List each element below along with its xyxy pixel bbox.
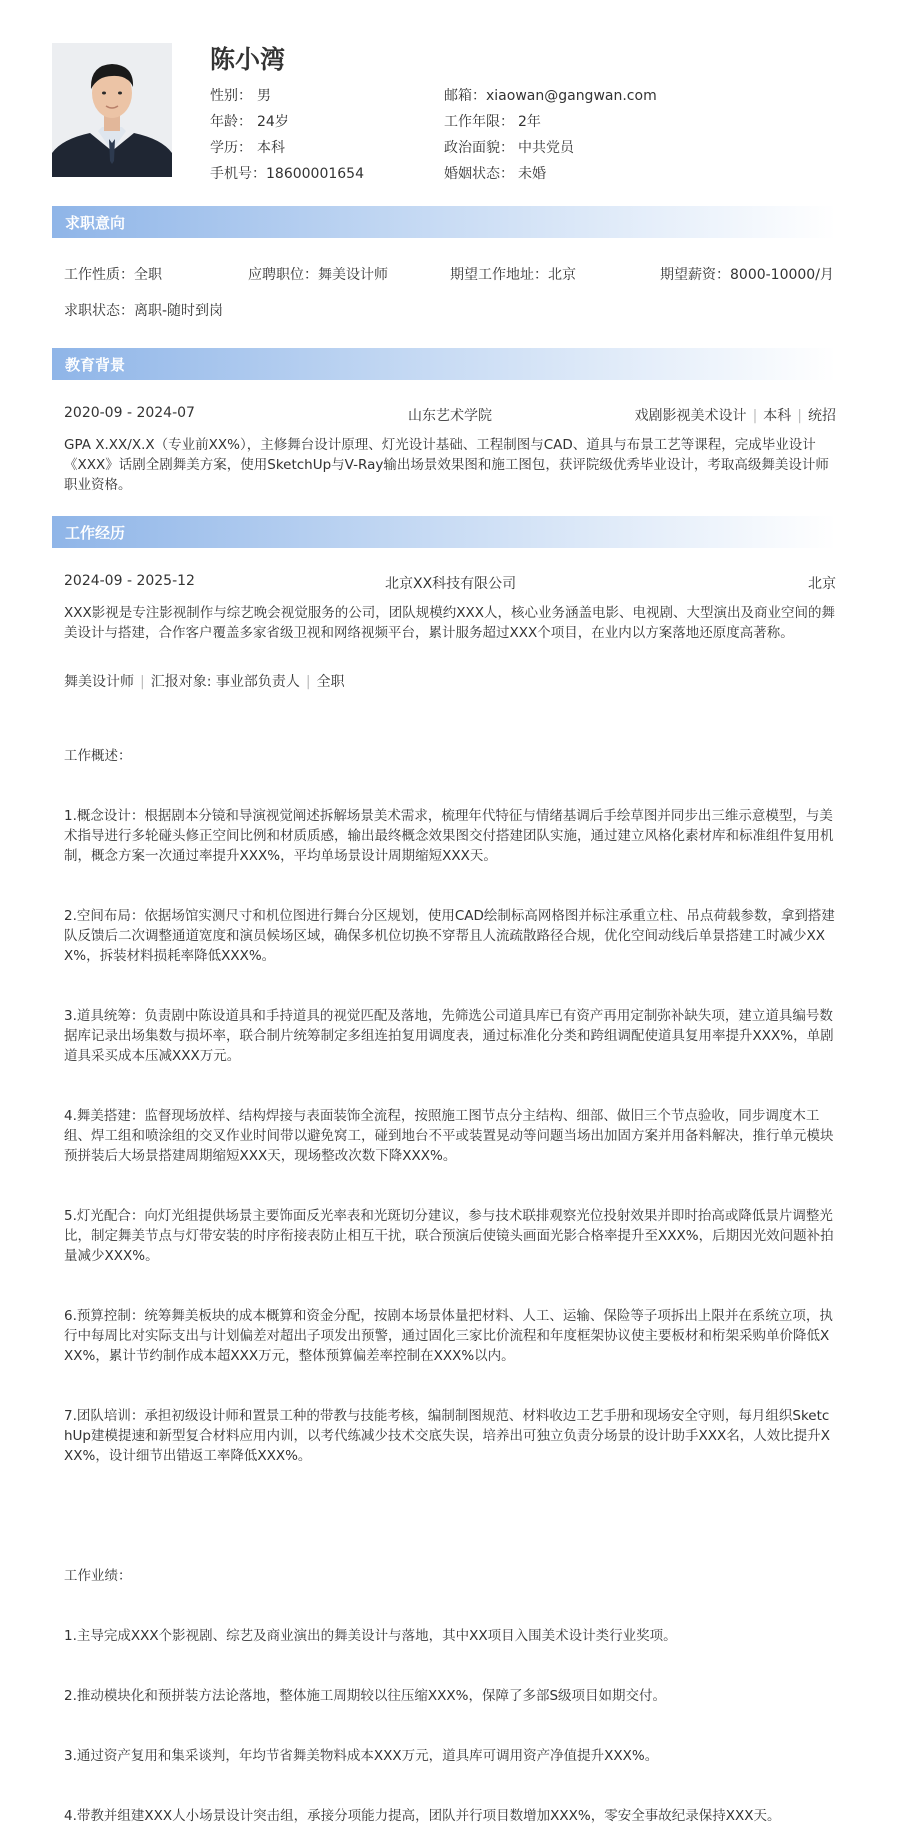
age-value: 24岁 xyxy=(257,114,289,130)
politics-label: 政治面貌： xyxy=(444,140,514,156)
politics-row xyxy=(444,137,574,157)
phone-row xyxy=(210,163,364,183)
education-level-row xyxy=(210,137,285,157)
intent-location-label: 期望工作地址： xyxy=(450,267,548,283)
intent-salary-value: 8000-10000/月 xyxy=(730,267,834,283)
intent-status-label: 求职状态： xyxy=(64,303,134,319)
work-overview-title: 工作概述： xyxy=(64,748,132,764)
achievement-item: 3.通过资产复用和集采谈判，年均节省舞美物料成本XXX万元，道具库可调用资产净值提升XXX%。 xyxy=(64,1748,659,1764)
marital-row xyxy=(444,163,546,183)
education-school: 山东艺术学院 xyxy=(408,408,492,424)
age-label: 年龄： xyxy=(210,114,252,130)
intent-position-value: 舞美设计师 xyxy=(318,267,388,283)
work-company: 北京XX科技有限公司 xyxy=(385,576,517,592)
section-header-work xyxy=(52,516,836,548)
overview-item: 4.舞美搭建：监督现场放样、结构焊接与表面装饰全流程，按照施工图节点分主结构、细部、做旧三个节点验收，同步调度木工组、焊工组和喷涂组的交叉作业时间带以避免窝工，碰到地台不平或装置晃动等问题当场出加固方案并用备料解决，推行单元模块预拼装后大场景搭建周期缩短XXX天，现场整改次数下降XXX%。 xyxy=(64,1108,834,1164)
work-role-line: 舞美设计师 | 汇报对象: 事业部负责人 | 全职 xyxy=(64,674,345,690)
work-years-value: 2年 xyxy=(518,114,541,130)
age-row xyxy=(210,111,289,131)
intent-type-label: 工作性质： xyxy=(64,267,134,283)
overview-item: 3.道具统筹：负责剧中陈设道具和手持道具的视觉匹配及落地，先筛选公司道具库已有资产再用定制弥补缺失项，建立道具编号数据库记录出场集数与损坏率，联合制片统筹制定多组连拍复用调度表，通过标准化分类和跨组调配使道具复用率提升XXX%，单剧道具采买成本压减XXX万元。 xyxy=(64,1008,834,1064)
overview-item: 2.空间布局：依据场馆实测尺寸和机位图进行舞台分区规划，使用CAD绘制标高网格图并标注承重立柱、吊点荷载参数，拿到搭建队反馈后二次调整通道宽度和演员候场区域，确保多机位切换不穿帮且人流疏散路径合规，优化空间动线后单景搭建工时减少XXX%，拆装材料损耗率降低XXX%。 xyxy=(64,908,835,964)
education-major-line: 戏剧影视美术设计 | 本科 | 统招 xyxy=(634,408,836,424)
education-level-value: 本科 xyxy=(257,140,285,156)
work-employment: 全职 xyxy=(316,674,345,690)
phone-value: 18600001654 xyxy=(266,166,364,182)
intent-status xyxy=(64,300,223,320)
gender-label: 性别： xyxy=(210,88,252,104)
section-title-intent: 求职意向 xyxy=(65,214,126,232)
section-title-education: 教育背景 xyxy=(65,356,126,374)
achievement-item: 2.推动模块化和预拼装方法论落地，整体施工周期较以往压缩XXX%，保障了多部S级项目如期交付。 xyxy=(64,1688,667,1704)
intent-salary-label: 期望薪资： xyxy=(660,267,730,283)
education-degree: 本科 xyxy=(763,408,792,424)
politics-value: 中共党员 xyxy=(518,140,574,156)
education-mode: 统招 xyxy=(808,408,836,424)
gender-row xyxy=(210,85,271,105)
section-header-intent xyxy=(52,206,836,238)
work-report: 汇报对象: 事业部负责人 xyxy=(150,674,300,690)
profile-photo xyxy=(52,43,172,177)
work-dates: 2024-09 - 2025-12 xyxy=(64,573,195,589)
marital-value: 未婚 xyxy=(518,166,546,182)
overview-item: 6.预算控制：统筹舞美板块的成本概算和资金分配，按剧本场景体量把材料、人工、运输、保险等子项拆出上限并在系统立项，执行中每周比对实际支出与计划偏差对超出子项发出预警，通过固化三家比价流程和年度框架协议使主要板材和桁架采购单价降低XXX%，累计节约制作成本超XXX万元，整体预算偏差率控制在XXX%以内。 xyxy=(64,1308,833,1364)
intent-position-label: 应聘职位： xyxy=(248,267,318,283)
intent-salary xyxy=(660,264,834,284)
education-level-label: 学历： xyxy=(210,140,252,156)
person-portrait-icon xyxy=(52,43,172,177)
intent-status-value: 离职-随时到岗 xyxy=(134,303,224,319)
work-overview-block xyxy=(64,706,836,1846)
education-description: GPA X.XX/X.X（专业前XX%），主修舞台设计原理、灯光设计基础、工程制图与CAD、道具与布景工艺等课程，完成毕业设计《XXX》话剧全剧舞美方案，使用SketchUp与V-Ray输出场景效果图和施工图包，获评院级优秀毕业设计，考取高级舞美设计师职业资格。 xyxy=(64,437,829,493)
achievement-item: 4.带教并组建XXX人小场景设计突击组，承接分项能力提高，团队并行项目数增加XXX%，零安全事故纪录保持XXX天。 xyxy=(64,1808,781,1824)
work-city: 北京 xyxy=(808,576,836,592)
overview-item: 7.团队培训：承担初级设计师和置景工种的带教与技能考核，编制制图规范、材料收边工艺手册和现场安全守则，每月组织SketchUp建模提速和新型复合材料应用内训，以考代练减少技术交底失误，培养出可独立负责分场景的设计助手XXX名，人效比提升XXX%，设计细节出错返工率降低XXX%。 xyxy=(64,1408,830,1464)
education-dates: 2020-09 - 2024-07 xyxy=(64,405,195,421)
intent-location xyxy=(450,264,576,284)
work-achievements-title: 工作业绩： xyxy=(64,1568,132,1584)
email-value: xiaowan@gangwan.com xyxy=(486,88,657,104)
candidate-name: 陈小湾 xyxy=(210,45,286,74)
intent-position xyxy=(248,264,388,284)
section-title-work: 工作经历 xyxy=(65,524,126,542)
work-role: 舞美设计师 xyxy=(64,674,134,690)
intent-type xyxy=(64,264,162,284)
education-major: 戏剧影视美术设计 xyxy=(634,408,747,424)
intent-type-value: 全职 xyxy=(134,267,162,283)
company-description: XXX影视是专注影视制作与综艺晚会视觉服务的公司，团队规模约XXX人，核心业务涵盖电影、电视剧、大型演出及商业空间的舞美设计与搭建，合作客户覆盖多家省级卫视和网络视频平台，累计服务超过XXX个项目，在业内以方案落地还原度高著称。 xyxy=(64,605,835,641)
email-row xyxy=(444,85,657,105)
section-header-education xyxy=(52,348,836,380)
overview-item: 5.灯光配合：向灯光组提供场景主要饰面反光率表和光斑切分建议，参与技术联排观察光位投射效果并即时抬高或降低景片调整光比，制定舞美节点与灯带安装的时序衔接表防止相互干扰，联合预演后使镜头画面光影合格率提升至XXX%，后期因光效问题补拍量减少XXX%。 xyxy=(64,1208,834,1264)
email-label: 邮箱： xyxy=(444,88,486,104)
gender-value: 男 xyxy=(257,88,271,104)
marital-label: 婚姻状态： xyxy=(444,166,514,182)
overview-item: 1.概念设计：根据剧本分镜和导演视觉阐述拆解场景美术需求，梳理年代特征与情绪基调后手绘草图并同步出三维示意模型，与美术指导进行多轮碰头修正空间比例和材质质感，输出最终概念效果图交付搭建团队实施，通过建立风格化素材库和标准组件复用机制，概念方案一次通过率提升XXX%，平均单场景设计周期缩短XXX天。 xyxy=(64,808,834,864)
work-years-label: 工作年限： xyxy=(444,114,514,130)
achievement-item: 1.主导完成XXX个影视剧、综艺及商业演出的舞美设计与落地，其中XX项目入围美术设计类行业奖项。 xyxy=(64,1628,677,1644)
work-years-row xyxy=(444,111,541,131)
phone-label: 手机号： xyxy=(210,166,266,182)
intent-location-value: 北京 xyxy=(548,267,576,283)
